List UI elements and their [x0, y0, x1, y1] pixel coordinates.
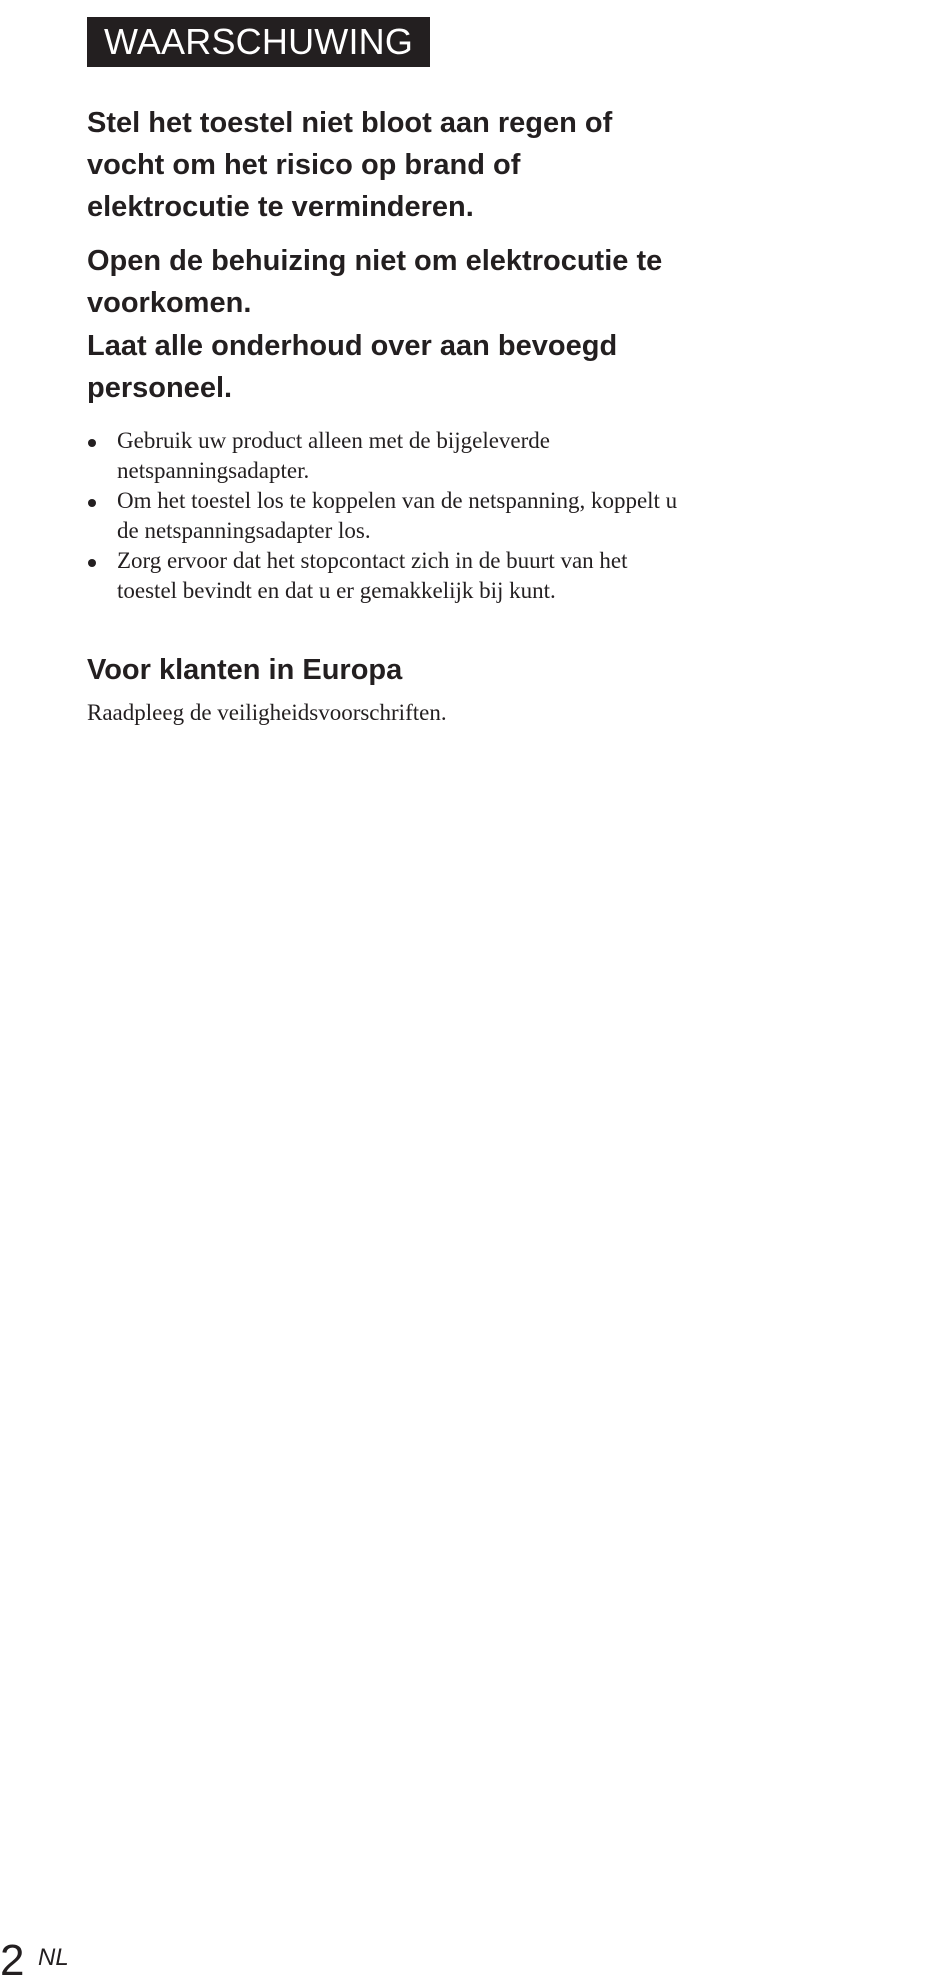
list-item [87, 546, 687, 606]
safety-bullet-list [87, 426, 687, 606]
section-heading-europe: Voor klanten in Europa [87, 654, 403, 686]
list-item-text: Gebruik uw product alleen met de bijgeleverde netspanningsadapter. [117, 428, 551, 483]
page-language-code: NL [38, 1944, 69, 1971]
list-item-text: Zorg ervoor dat het stopcontact zich in de buurt van het toestel bevindt en dat u er gemakkelijk bij kunt. [117, 548, 628, 603]
bullet-icon [88, 559, 96, 567]
list-item-text: Om het toestel los te koppelen van de netspanning, koppelt u de netspanningsadapter los. [117, 488, 678, 543]
list-item [87, 486, 687, 546]
page-number: 2 [0, 1936, 25, 1985]
bullet-icon [88, 439, 96, 447]
bullet-icon [88, 499, 96, 507]
warning-text-service: Laat alle onderhoud over aan bevoegd personeel. [87, 330, 618, 404]
warning-text-rain: Stel het toestel niet bloot aan regen of vocht om het risico op brand of elektrocutie te verminderen. [87, 107, 613, 223]
list-item [87, 426, 687, 486]
section-body-europe: Raadpleeg de veiligheidsvoorschriften. [87, 700, 447, 725]
warning-text-housing: Open de behuizing niet om elektrocutie te voorkomen. [87, 245, 663, 319]
warning-label: WAARSCHUWING [87, 17, 430, 67]
